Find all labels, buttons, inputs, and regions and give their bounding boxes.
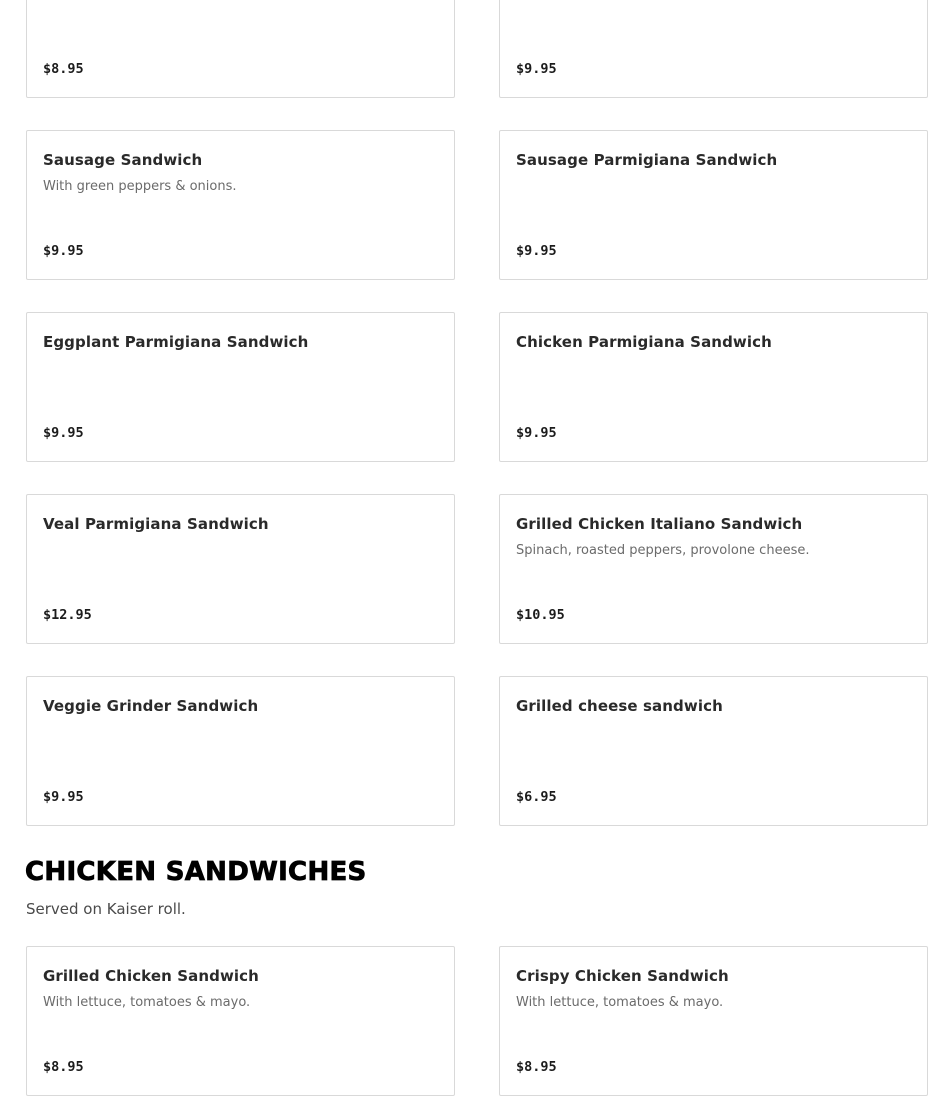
item-name: Sausage Parmigiana Sandwich: [516, 151, 778, 169]
menu-item-card[interactable]: [499, 494, 928, 644]
menu-item-card[interactable]: [499, 130, 928, 280]
item-price: $8.95: [516, 1059, 557, 1075]
menu-item-card[interactable]: [499, 676, 928, 826]
menu-item-card[interactable]: [499, 946, 928, 1096]
item-description: Spinach, roasted peppers, provolone cheese.: [516, 543, 810, 558]
item-description: With green peppers & onions.: [43, 179, 237, 194]
item-price: $8.95: [43, 1059, 84, 1075]
item-price: $9.95: [516, 243, 557, 259]
menu-item-card[interactable]: [26, 0, 455, 98]
item-price: $12.95: [43, 607, 92, 623]
item-price: $9.95: [516, 425, 557, 441]
menu-item-card[interactable]: [499, 312, 928, 462]
item-name: Veggie Grinder Sandwich: [43, 697, 259, 715]
item-name: Grilled cheese sandwich: [516, 697, 723, 715]
item-name: Grilled Chicken Sandwich: [43, 967, 259, 985]
item-name: Eggplant Parmigiana Sandwich: [43, 333, 309, 351]
item-description: With lettuce, tomatoes & mayo.: [516, 995, 724, 1010]
item-price: $9.95: [516, 61, 557, 77]
item-price: $10.95: [516, 607, 565, 623]
item-price: $6.95: [516, 789, 557, 805]
menu-item-card[interactable]: [499, 0, 928, 98]
item-name: Veal Parmigiana Sandwich: [43, 515, 269, 533]
item-price: $9.95: [43, 425, 84, 441]
item-name: Grilled Chicken Italiano Sandwich: [516, 515, 803, 533]
menu-item-card[interactable]: [26, 130, 455, 280]
item-name: Crispy Chicken Sandwich: [516, 967, 729, 985]
item-price: $8.95: [43, 61, 84, 77]
menu-item-card[interactable]: [26, 946, 455, 1096]
item-description: With lettuce, tomatoes & mayo.: [43, 995, 251, 1010]
item-name: Chicken Parmigiana Sandwich: [516, 333, 772, 351]
item-name: Sausage Sandwich: [43, 151, 203, 169]
item-price: $9.95: [43, 243, 84, 259]
menu-item-card[interactable]: [26, 494, 455, 644]
section-subtitle: Served on Kaiser roll.: [26, 900, 186, 918]
item-price: $9.95: [43, 789, 84, 805]
menu-item-card[interactable]: [26, 676, 455, 826]
section-title: CHICKEN SANDWICHES: [25, 857, 367, 887]
menu-item-card[interactable]: [26, 312, 455, 462]
